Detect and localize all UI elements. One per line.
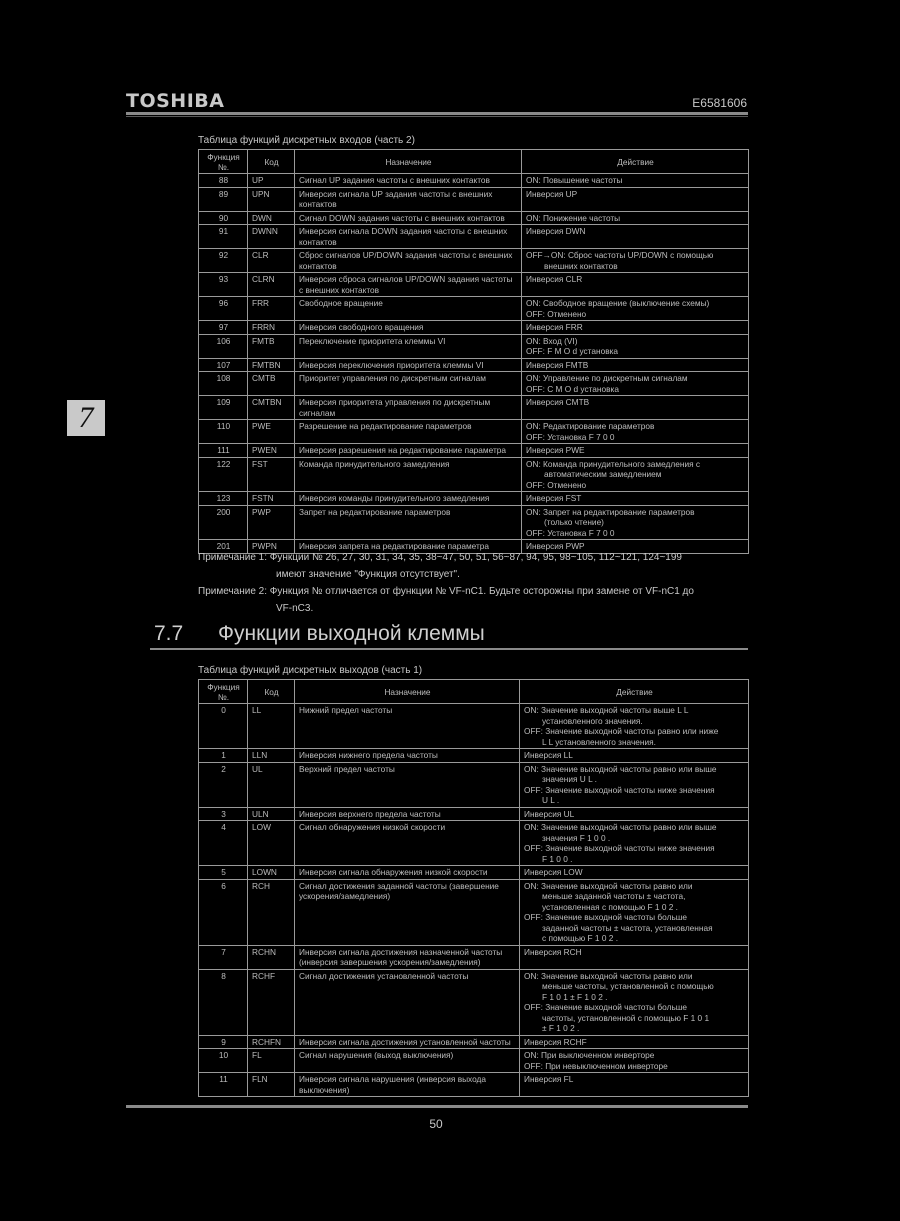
action-line: OFF: F M O d установка xyxy=(526,346,619,356)
action-line: с помощью F 1 0 2 . xyxy=(542,933,618,943)
function-number: 8 xyxy=(199,969,248,1035)
table-row xyxy=(199,749,749,763)
action-line: Инверсия CLR xyxy=(526,274,583,284)
action-line: OFF: Установка F 7 0 0 xyxy=(526,431,615,442)
table-row xyxy=(199,505,749,540)
table-row xyxy=(199,187,749,211)
function-action xyxy=(522,372,749,396)
table1-caption: Таблица функций дискретных входов (часть 2) xyxy=(198,135,415,146)
action-line: установленного значения. xyxy=(542,715,643,726)
table-row xyxy=(199,174,749,188)
function-number: 5 xyxy=(199,866,248,880)
table-row xyxy=(199,821,749,866)
action-line: ON: Свободное вращение (выключение схемы) xyxy=(526,298,710,308)
function-purpose: Запрет на редактирование параметров xyxy=(295,505,522,540)
action-line: Инверсия CMTB xyxy=(526,397,590,407)
section-rule xyxy=(150,648,748,650)
header-rule xyxy=(126,112,748,115)
function-number: 122 xyxy=(199,457,248,492)
function-number: 106 xyxy=(199,334,248,358)
function-purpose: Сигнал достижения установленной частоты xyxy=(295,969,520,1035)
action-line: ON: Запрет на редактирование параметров xyxy=(526,506,695,517)
function-number: 201 xyxy=(199,540,248,554)
action-line: OFF→ON: Сброс частоты UP/DOWN с помощью xyxy=(526,250,714,260)
function-code: RCHF xyxy=(248,969,295,1035)
function-action xyxy=(522,211,749,225)
action-line: Инверсия DWN xyxy=(526,226,586,236)
action-line: частоты, установленной с помощью F 1 0 1 xyxy=(542,1012,710,1023)
function-number: 1 xyxy=(199,749,248,763)
function-number: 10 xyxy=(199,1049,248,1073)
function-number: 3 xyxy=(199,807,248,821)
function-purpose: Сброс сигналов UP/DOWN задания частоты с внешних контактов xyxy=(295,249,522,273)
table-row xyxy=(199,372,749,396)
function-purpose: Сигнал обнаружения низкой скорости xyxy=(295,821,520,866)
function-code: CMTB xyxy=(248,372,295,396)
function-number: 91 xyxy=(199,225,248,249)
function-purpose: Инверсия переключения приоритета клеммы VI xyxy=(295,358,522,372)
action-line: Инверсия FL xyxy=(524,1074,574,1084)
section-number: 7.7 xyxy=(154,622,184,645)
table-row xyxy=(199,704,749,749)
function-purpose: Нижний предел частоты xyxy=(295,704,520,749)
table-row xyxy=(199,1035,749,1049)
table-row xyxy=(199,297,749,321)
action-line: ON: Команда принудительного замедления с xyxy=(526,458,701,469)
col-header-code: Код xyxy=(248,680,295,704)
function-action xyxy=(522,225,749,249)
action-line: Инверсия FRR xyxy=(526,322,583,332)
table-row xyxy=(199,334,749,358)
function-purpose: Инверсия приоритета управления по дискретным сигналам xyxy=(295,396,522,420)
function-code: DWNN xyxy=(248,225,295,249)
function-code: CLR xyxy=(248,249,295,273)
table-row xyxy=(199,249,749,273)
function-number: 97 xyxy=(199,321,248,335)
function-code: FRR xyxy=(248,297,295,321)
table-row xyxy=(199,457,749,492)
action-line: меньше заданной частоты ± частота, xyxy=(542,891,686,901)
function-action xyxy=(522,334,749,358)
note-2-line2: VF-nC3. xyxy=(276,603,314,614)
function-code: FSTN xyxy=(248,492,295,506)
function-code: FST xyxy=(248,457,295,492)
function-number: 7 xyxy=(199,945,248,969)
action-line: значения F 1 0 0 . xyxy=(542,832,611,843)
action-line: Инверсия LL xyxy=(524,750,573,760)
function-number: 92 xyxy=(199,249,248,273)
action-line: OFF: Значение выходной частоты ниже значения xyxy=(524,843,715,853)
table-row xyxy=(199,444,749,458)
function-action xyxy=(522,396,749,420)
action-line: ON: Значение выходной частоты выше L L xyxy=(524,705,689,715)
function-action xyxy=(522,273,749,297)
action-line: значения U L . xyxy=(542,774,597,784)
function-number: 200 xyxy=(199,505,248,540)
note-2 xyxy=(198,583,694,617)
action-line: ON: Вход (VI) xyxy=(526,335,578,346)
table2-caption: Таблица функций дискретных выходов (часть 1) xyxy=(198,665,423,676)
function-purpose: Инверсия команды принудительного замедления xyxy=(295,492,522,506)
action-line: Инверсия FST xyxy=(526,493,582,503)
action-line: ± F 1 0 2 . xyxy=(542,1023,580,1033)
function-code: RCHN xyxy=(248,945,295,969)
action-line: OFF: Значение выходной частоты равно или ниже xyxy=(524,726,719,736)
input-functions-table xyxy=(198,149,749,554)
table-row xyxy=(199,945,749,969)
col-header-purpose: Назначение xyxy=(295,680,520,704)
table-row xyxy=(199,762,749,807)
header-rule-thin xyxy=(126,116,748,117)
function-code: UPN xyxy=(248,187,295,211)
action-line: Инверсия UL xyxy=(524,808,575,819)
table-row xyxy=(199,866,749,880)
note-2-line1: Примечание 2: Функция № отличается от функции № VF-nC1. Будьте осторожны при замене от VF-nC1 до xyxy=(198,586,694,597)
function-number: 96 xyxy=(199,297,248,321)
function-purpose: Инверсия сигнала достижения установленной частоты xyxy=(295,1035,520,1049)
action-line: OFF: Отменено xyxy=(526,479,587,490)
action-line: L L установленного значения. xyxy=(542,736,656,747)
function-purpose: Сигнал DOWN задания частоты с внешних контактов xyxy=(295,211,522,225)
function-action xyxy=(522,505,749,540)
function-number: 89 xyxy=(199,187,248,211)
action-line: Инверсия UP xyxy=(526,188,578,199)
action-line: заданной частоты ± частота, установленная xyxy=(542,922,713,933)
action-line: ON: Значение выходной частоты равно или выше xyxy=(524,822,717,832)
action-line: OFF: Значение выходной частоты больше xyxy=(524,1002,688,1012)
table-row xyxy=(199,396,749,420)
function-number: 108 xyxy=(199,372,248,396)
action-line: OFF: При невыключенном инверторе xyxy=(524,1060,668,1071)
action-line: установленная с помощью F 1 0 2 . xyxy=(542,901,678,912)
function-purpose: Инверсия сигнала достижения назначенной частоты (инверсия завершения ускорения/замедления) xyxy=(295,945,520,969)
col-header-number: Функция №. xyxy=(199,150,248,174)
function-code: FRRN xyxy=(248,321,295,335)
function-code: PWE xyxy=(248,420,295,444)
action-line: ON: Редактирование параметров xyxy=(526,421,655,431)
function-number: 107 xyxy=(199,358,248,372)
table-row xyxy=(199,969,749,1035)
action-line: ON: Понижение частоты xyxy=(526,212,621,223)
table-row xyxy=(199,492,749,506)
col-header-action: Действие xyxy=(522,150,749,174)
function-purpose: Инверсия нижнего предела частоты xyxy=(295,749,520,763)
function-purpose: Сигнал нарушения (выход выключения) xyxy=(295,1049,520,1073)
function-number: 109 xyxy=(199,396,248,420)
function-action xyxy=(520,762,749,807)
function-number: 110 xyxy=(199,420,248,444)
function-action xyxy=(522,492,749,506)
function-action xyxy=(520,807,749,821)
action-line: (только чтение) xyxy=(544,517,604,527)
function-number: 11 xyxy=(199,1073,248,1097)
function-purpose: Инверсия свободного вращения xyxy=(295,321,522,335)
function-action xyxy=(520,969,749,1035)
function-purpose: Переключение приоритета клеммы VI xyxy=(295,334,522,358)
col-header-number: Функция №. xyxy=(199,680,248,704)
function-purpose: Инверсия сигнала нарушения (инверсия выхода выключения) xyxy=(295,1073,520,1097)
function-code: RCH xyxy=(248,879,295,945)
note-1-line1: Примечание 1: Функции № 26, 27, 30, 31, 34, 35, 38~47, 50, 51, 56~87, 94, 95, 98~105, 112~121, 124~199 xyxy=(198,552,682,563)
brand-logo: TOSHIBA xyxy=(126,90,225,112)
function-action xyxy=(522,321,749,335)
action-line: автоматическим замедлением xyxy=(544,469,662,479)
table-row xyxy=(199,225,749,249)
col-header-code: Код xyxy=(248,150,295,174)
action-line: F 1 0 1 ± F 1 0 2 . xyxy=(542,991,608,1002)
action-line: ON: При выключенном инверторе xyxy=(524,1050,655,1060)
function-number: 111 xyxy=(199,444,248,458)
function-code: PWPN xyxy=(248,540,295,554)
function-purpose: Инверсия сигнала DOWN задания частоты с внешних контактов xyxy=(295,225,522,249)
note-1-line2: имеют значение "Функция отсутствует". xyxy=(276,569,460,580)
action-line: OFF: C M O d установка xyxy=(526,383,619,394)
function-number: 6 xyxy=(199,879,248,945)
action-line: Инверсия RCHF xyxy=(524,1036,587,1047)
function-action xyxy=(522,420,749,444)
function-purpose: Верхний предел частоты xyxy=(295,762,520,807)
function-number: 0 xyxy=(199,704,248,749)
function-code: LOWN xyxy=(248,866,295,880)
function-action xyxy=(522,297,749,321)
function-number: 4 xyxy=(199,821,248,866)
function-purpose: Сигнал UP задания частоты с внешних контактов xyxy=(295,174,522,188)
function-code: FMTBN xyxy=(248,358,295,372)
page-number: 50 xyxy=(429,1117,443,1131)
function-purpose: Инверсия разрешения на редактирование параметра xyxy=(295,444,522,458)
action-line: меньше частоты, установленной с помощью xyxy=(542,981,714,991)
action-line: ON: Управление по дискретным сигналам xyxy=(526,373,688,383)
action-line: Инверсия LOW xyxy=(524,867,583,877)
function-code: DWN xyxy=(248,211,295,225)
table-row xyxy=(199,1049,749,1073)
action-line: OFF: Установка F 7 0 0 xyxy=(526,527,615,538)
output-functions-table xyxy=(198,679,749,1097)
function-code: FMTB xyxy=(248,334,295,358)
note-1 xyxy=(198,549,682,583)
function-action xyxy=(520,1073,749,1097)
function-action xyxy=(520,866,749,880)
table-row xyxy=(199,879,749,945)
table-row xyxy=(199,273,749,297)
function-action xyxy=(522,187,749,211)
function-action xyxy=(520,704,749,749)
function-code: CLRN xyxy=(248,273,295,297)
function-action xyxy=(522,358,749,372)
action-line: ON: Значение выходной частоты равно или xyxy=(524,880,693,891)
action-line: ON: Значение выходной частоты равно или выше xyxy=(524,763,717,774)
function-purpose: Сигнал достижения заданной частоты (завершение ускорения/замедления) xyxy=(295,879,520,945)
function-purpose: Инверсия верхнего предела частоты xyxy=(295,807,520,821)
action-line: внешних контактов xyxy=(544,260,618,271)
function-code: UL xyxy=(248,762,295,807)
action-line: Инверсия FMTB xyxy=(526,359,589,370)
table-row xyxy=(199,358,749,372)
function-code: LLN xyxy=(248,749,295,763)
function-code: ULN xyxy=(248,807,295,821)
function-action xyxy=(522,444,749,458)
function-purpose: Инверсия сигнала обнаружения низкой скорости xyxy=(295,866,520,880)
function-purpose: Команда принудительного замедления xyxy=(295,457,522,492)
function-purpose: Инверсия сброса сигналов UP/DOWN задания частоты с внешних контактов xyxy=(295,273,522,297)
action-line: OFF: Значение выходной частоты больше xyxy=(524,912,688,922)
action-line: U L . xyxy=(542,795,560,805)
action-line: Инверсия RCH xyxy=(524,946,582,957)
function-code: FLN xyxy=(248,1073,295,1097)
function-code: FL xyxy=(248,1049,295,1073)
function-code: LOW xyxy=(248,821,295,866)
function-purpose: Свободное вращение xyxy=(295,297,522,321)
table-row xyxy=(199,211,749,225)
function-number: 88 xyxy=(199,174,248,188)
table-row xyxy=(199,420,749,444)
table-row xyxy=(199,807,749,821)
function-code: UP xyxy=(248,174,295,188)
document-number: E6581606 xyxy=(692,96,747,110)
function-action xyxy=(520,1035,749,1049)
action-line: ON: Значение выходной частоты равно или xyxy=(524,970,693,981)
section-heading xyxy=(154,622,485,646)
function-number: 90 xyxy=(199,211,248,225)
col-header-action: Действие xyxy=(520,680,749,704)
function-purpose: Инверсия запрета на редактирование параметра xyxy=(295,540,522,554)
function-action xyxy=(520,749,749,763)
function-action xyxy=(522,249,749,273)
function-code: PWP xyxy=(248,505,295,540)
function-code: LL xyxy=(248,704,295,749)
action-line: OFF: Отменено xyxy=(526,308,587,319)
function-purpose: Разрешение на редактирование параметров xyxy=(295,420,522,444)
action-line: F 1 0 0 . xyxy=(542,853,573,864)
col-header-purpose: Назначение xyxy=(295,150,522,174)
chapter-tab: 7 xyxy=(67,400,105,436)
function-action xyxy=(520,1049,749,1073)
function-code: RCHFN xyxy=(248,1035,295,1049)
action-line: Инверсия PWP xyxy=(526,541,585,551)
action-line: OFF: Значение выходной частоты ниже значения xyxy=(524,784,715,795)
function-purpose: Приоритет управления по дискретным сигналам xyxy=(295,372,522,396)
function-number: 9 xyxy=(199,1035,248,1049)
function-code: CMTBN xyxy=(248,396,295,420)
action-line: Инверсия PWE xyxy=(526,445,585,455)
function-code: PWEN xyxy=(248,444,295,458)
function-number: 93 xyxy=(199,273,248,297)
function-action xyxy=(522,174,749,188)
footer-rule xyxy=(126,1105,748,1108)
table-row xyxy=(199,1073,749,1097)
function-number: 123 xyxy=(199,492,248,506)
function-number: 2 xyxy=(199,762,248,807)
section-title: Функции выходной клеммы xyxy=(218,622,485,645)
function-action xyxy=(520,821,749,866)
action-line: ON: Повышение частоты xyxy=(526,175,623,185)
function-action xyxy=(520,879,749,945)
function-action xyxy=(520,945,749,969)
function-action xyxy=(522,457,749,492)
function-purpose: Инверсия сигнала UP задания частоты с внешних контактов xyxy=(295,187,522,211)
table-row xyxy=(199,321,749,335)
